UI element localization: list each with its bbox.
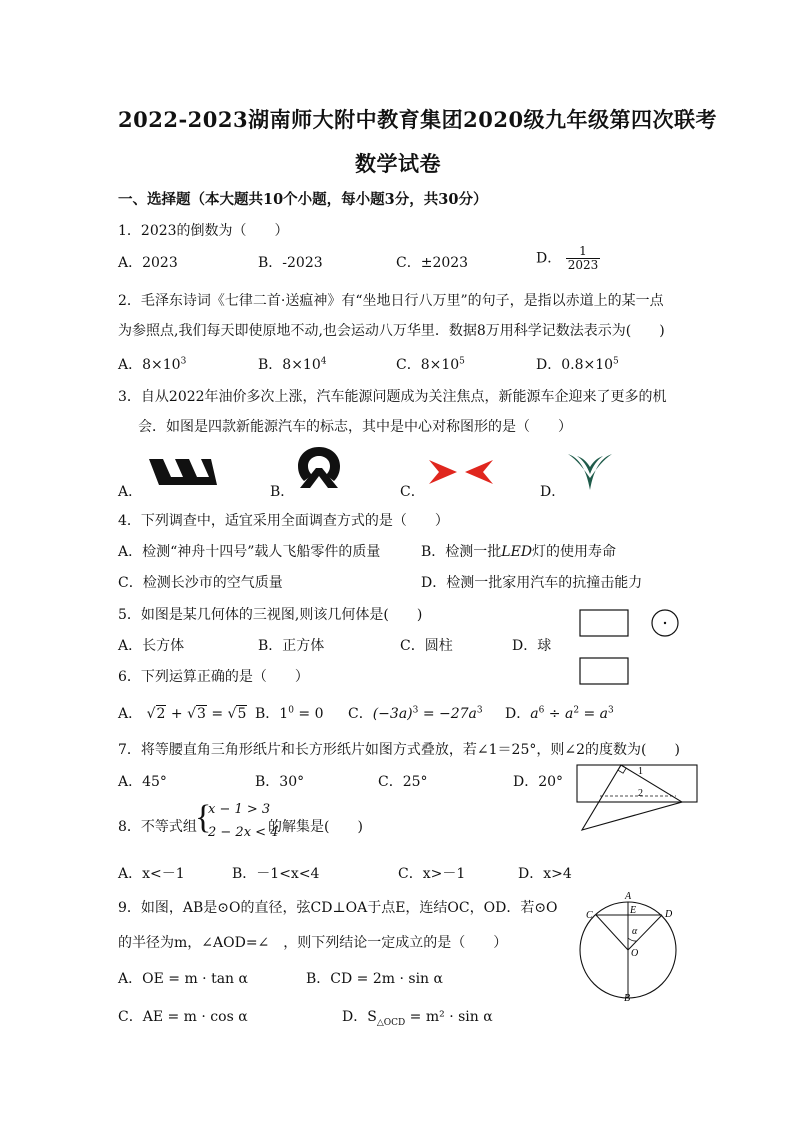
q2-c-exp: 5 [459, 356, 465, 367]
q1-option-a: A．2023 [118, 255, 178, 271]
q2-d-exp: 5 [613, 356, 619, 367]
logo-b-icon [294, 444, 344, 490]
q6-option-c [348, 703, 483, 723]
label-e: E [630, 905, 637, 916]
q1-option-d [536, 245, 600, 272]
q8-inequality-1: x − 1 > 3 [208, 802, 271, 817]
q8-prefix: 8．不等式组 [118, 819, 197, 835]
label-c: C [586, 910, 593, 921]
q6-d-mid: ÷ a [544, 706, 574, 722]
circle-center-dot [664, 622, 666, 624]
fraction-numerator: 1 [579, 244, 587, 258]
q6-b-eq: = 0 [293, 706, 324, 722]
logo-c-icon [427, 456, 495, 488]
q4-option-c: C．检测长沙市的空气质量 [118, 575, 283, 591]
q5-option-b: B．正方体 [258, 638, 325, 654]
page-subtitle: 数学试卷 [355, 151, 441, 176]
q2-b-exp: 4 [320, 356, 327, 367]
fraction-denominator: 2023 [567, 258, 599, 272]
q6-d-e3: 3 [608, 705, 614, 716]
q2-option-b [258, 354, 326, 374]
q5-option-d: D．球 [512, 638, 552, 654]
q8-option-b: B．－1<x<4 [232, 866, 320, 882]
q6-option-a: A． √2 + √3 = √5 [118, 706, 247, 722]
q9-stem-line1: 9．如图，AB是⊙O的直径，弦CD⊥OA于点E，连结OC，OD．若⊙O [118, 900, 558, 916]
q4-b-led: LED [501, 544, 533, 560]
top-view-rect [580, 658, 628, 684]
q7-option-c: C．25° [378, 774, 428, 790]
q8-suffix: 的解集是( ) [268, 819, 363, 835]
q2-option-c [396, 354, 465, 374]
q1-option-d-prefix: D． [536, 250, 562, 267]
q3-option-d: D． [540, 484, 566, 500]
q6-d-prefix: D． [505, 706, 531, 722]
q7-option-b: B．30° [255, 774, 305, 790]
q6-c-exp2: 3 [476, 705, 483, 716]
logo-a-icon [145, 455, 219, 489]
q2-b-base: B．8×10 [258, 357, 321, 373]
q6-c-exp: 3 [412, 705, 419, 716]
q2-stem-line2: 为参照点,我们每天即使原地不动,也会运动八万华里．数据8万用科学记数法表示为( ) [118, 323, 665, 339]
q6-c-eq: = −27a [418, 706, 477, 722]
angle-2-label: 2 [638, 788, 643, 799]
q5-option-a: A．长方体 [118, 638, 185, 654]
q8-option-d: D．x>4 [518, 866, 572, 882]
q2-stem-line1: 2．毛泽东诗词《七律二首·送瘟神》有“坐地日行八万里”的句子，是指以赤道上的某一点 [118, 293, 664, 309]
logo-d-icon [565, 450, 615, 492]
label-b: B [624, 993, 631, 1002]
q9-d-suffix: = m² · sin α [405, 1009, 493, 1025]
q6-a-eq: = [211, 706, 224, 722]
q9-option-a: A．OE = m · tan α [118, 971, 248, 987]
sqrt5: √5 [227, 706, 247, 722]
q6-option-d [505, 703, 614, 723]
q4-b-prefix: B．检测一批 [421, 544, 502, 560]
q8-inequality-2: 2 − 2x < 4 [208, 825, 279, 840]
q7-option-d: D．20° [513, 774, 564, 790]
q1-option-d-fraction [566, 245, 601, 272]
sqrt3: √3 [187, 706, 206, 722]
q2-d-base: D．0.8×10 [536, 357, 614, 373]
q9-d-sub: △OCD [376, 1017, 406, 1028]
three-views-diagram [576, 606, 686, 688]
q3-option-c: C． [400, 484, 425, 500]
q3-stem-line1: 3．自从2022年油价多次上涨，汽车能源问题成为关注焦点，新能源车企迎来了更多的机 [118, 389, 667, 405]
q4-stem: 4．下列调查中，适宜采用全面调查方式的是（ ） [118, 513, 449, 529]
q8-option-c: C．x>－1 [398, 866, 466, 882]
q6-option-b [255, 703, 323, 723]
q2-option-a [118, 354, 186, 374]
q3-option-b: B． [270, 484, 295, 500]
q2-c-base: C．8×10 [396, 357, 460, 373]
q1-option-b: B．-2023 [258, 255, 323, 271]
q4-option-a: A．检测“神舟十四号”载人飞船零件的质量 [118, 544, 381, 560]
q1-option-c: C．±2023 [396, 255, 469, 271]
q1-stem: 1．2023的倒数为（ ） [118, 223, 289, 239]
q9-option-d [342, 1006, 493, 1028]
q9-circle-diagram [578, 890, 678, 1002]
angle-1-label: 1 [638, 766, 643, 777]
rectangle-paper [577, 765, 697, 802]
q3-option-a: A． [118, 484, 143, 500]
brace-icon: { [195, 799, 212, 836]
section-heading: 一、选择题（本大题共10个小题，每小题3分，共30分） [118, 191, 488, 208]
q4-b-suffix: 灯的使用寿命 [532, 544, 617, 560]
q6-b-base: B．1 [255, 706, 289, 722]
label-a: A [625, 891, 632, 902]
segment-oc [596, 915, 628, 950]
q4-option-b [421, 541, 616, 561]
label-o: O [631, 948, 639, 959]
q7-option-a: A．45° [118, 774, 167, 790]
q6-d-e1: 6 [538, 705, 545, 716]
q7-diagram [572, 760, 702, 834]
q6-d-eq: = a [579, 706, 609, 722]
q2-option-d [536, 354, 619, 374]
q6-stem: 6．下列运算正确的是（ ） [118, 669, 309, 685]
q9-option-c: C．AE = m · cos α [118, 1009, 248, 1025]
q6-c-expr: (−3a) [372, 706, 413, 722]
front-view-rect [580, 610, 628, 636]
q6-b-exp: 0 [288, 705, 294, 716]
q9-stem-line2: 的半径为m，∠AOD=∠ ，则下列结论一定成立的是（ ） [118, 935, 508, 951]
q2-a-base: A．8×10 [118, 357, 181, 373]
q8-option-a: A．x<－1 [118, 866, 185, 882]
triangle-paper [582, 765, 682, 830]
q9-option-b: B．CD = 2m · sin α [306, 971, 443, 987]
q6-d-expr: a [530, 706, 539, 722]
q6-d-e2: 2 [573, 705, 580, 716]
q4-option-d: D．检测一批家用汽车的抗撞击能力 [421, 575, 643, 591]
label-d: D [665, 909, 673, 920]
q5-stem: 5．如图是某几何体的三视图,则该几何体是( ) [118, 607, 423, 623]
label-alpha: α [632, 926, 638, 937]
q5-option-c: C．圆柱 [400, 638, 453, 654]
sqrt2: √2 [146, 706, 166, 722]
q6-c-prefix: C． [348, 706, 373, 722]
q2-a-exp: 3 [180, 356, 187, 367]
page-title: 2022-2023湖南师大附中教育集团2020级九年级第四次联考 [118, 107, 718, 132]
q9-d-prefix: D．S [342, 1009, 377, 1025]
q6-a-prefix: A． [118, 706, 143, 722]
q7-stem: 7．将等腰直角三角形纸片和长方形纸片如图方式叠放，若∠1＝25°，则∠2的度数为( ) [118, 742, 680, 758]
q3-stem-line2: 会．如图是四款新能源汽车的标志，其中是中心对称图形的是（ ） [138, 419, 572, 435]
